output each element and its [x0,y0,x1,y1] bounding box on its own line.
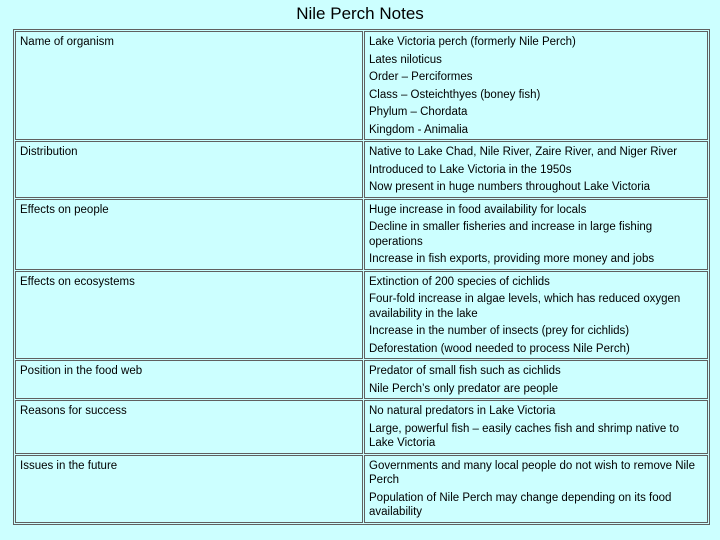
detail-line: Native to Lake Chad, Nile River, Zaire River, and Niger River [369,146,678,158]
row-label: Issues in the future [15,455,363,523]
detail-line: Lates niloticus [369,53,442,66]
row-label: Distribution [15,141,363,198]
detail-line: Order – Perciformes [369,71,473,83]
row-details [364,141,708,198]
table-row [15,360,708,399]
row-details [364,271,708,360]
notes-table [13,29,710,525]
detail-line: Lake Victoria perch (formerly Nile Perch) [369,36,576,48]
page-title: Nile Perch Notes [296,4,424,23]
table-row [15,271,708,360]
row-details [364,400,708,454]
table-row [15,141,708,198]
table-row [15,199,708,270]
table-row [15,455,708,523]
detail-line: Increase in fish exports, providing more money and jobs [369,253,655,265]
row-details [364,31,708,140]
row-label: Effects on people [15,199,363,270]
detail-line: Huge increase in food availability for locals [369,203,587,216]
detail-line: Deforestation (wood needed to process Nile Perch) [369,342,630,355]
detail-line: Increase in the number of insects (prey for cichlids) [369,325,630,337]
detail-line: Phylum – Chordata [369,106,468,118]
row-details [364,360,708,399]
detail-line: Now present in huge numbers throughout Lake Victoria [369,181,651,193]
table-row [15,400,708,454]
row-label: Reasons for success [15,400,363,454]
row-label: Effects on ecosystems [15,271,363,360]
detail-line: Population of Nile Perch may change depending on its food availability [369,491,672,518]
detail-line: Introduced to Lake Victoria in the 1950s [369,163,572,176]
detail-line: Extinction of 200 species of cichlids [369,275,550,288]
row-details [364,199,708,270]
notes-table-body [15,31,708,523]
detail-line: Governments and many local people do not wish to remove Nile Perch [369,459,696,486]
row-label: Position in the food web [15,360,363,399]
detail-line: Kingdom - Animalia [369,123,469,136]
row-label: Name of organism [15,31,363,140]
table-row [15,31,708,140]
detail-line: Predator of small fish such as cichlids [369,365,561,377]
row-details [364,455,708,523]
detail-line: Nile Perch’s only predator are people [369,382,559,395]
detail-line: No natural predators in Lake Victoria [369,405,556,417]
detail-line: Four-fold increase in algae levels, which has reduced oxygen availability in the lake [369,293,681,320]
detail-line: Large, powerful fish – easily caches fish and shrimp native to Lake Victoria [369,422,680,449]
detail-line: Decline in smaller fisheries and increase in large fishing operations [369,221,653,248]
detail-line: Class – Osteichthyes (boney fish) [369,88,541,101]
